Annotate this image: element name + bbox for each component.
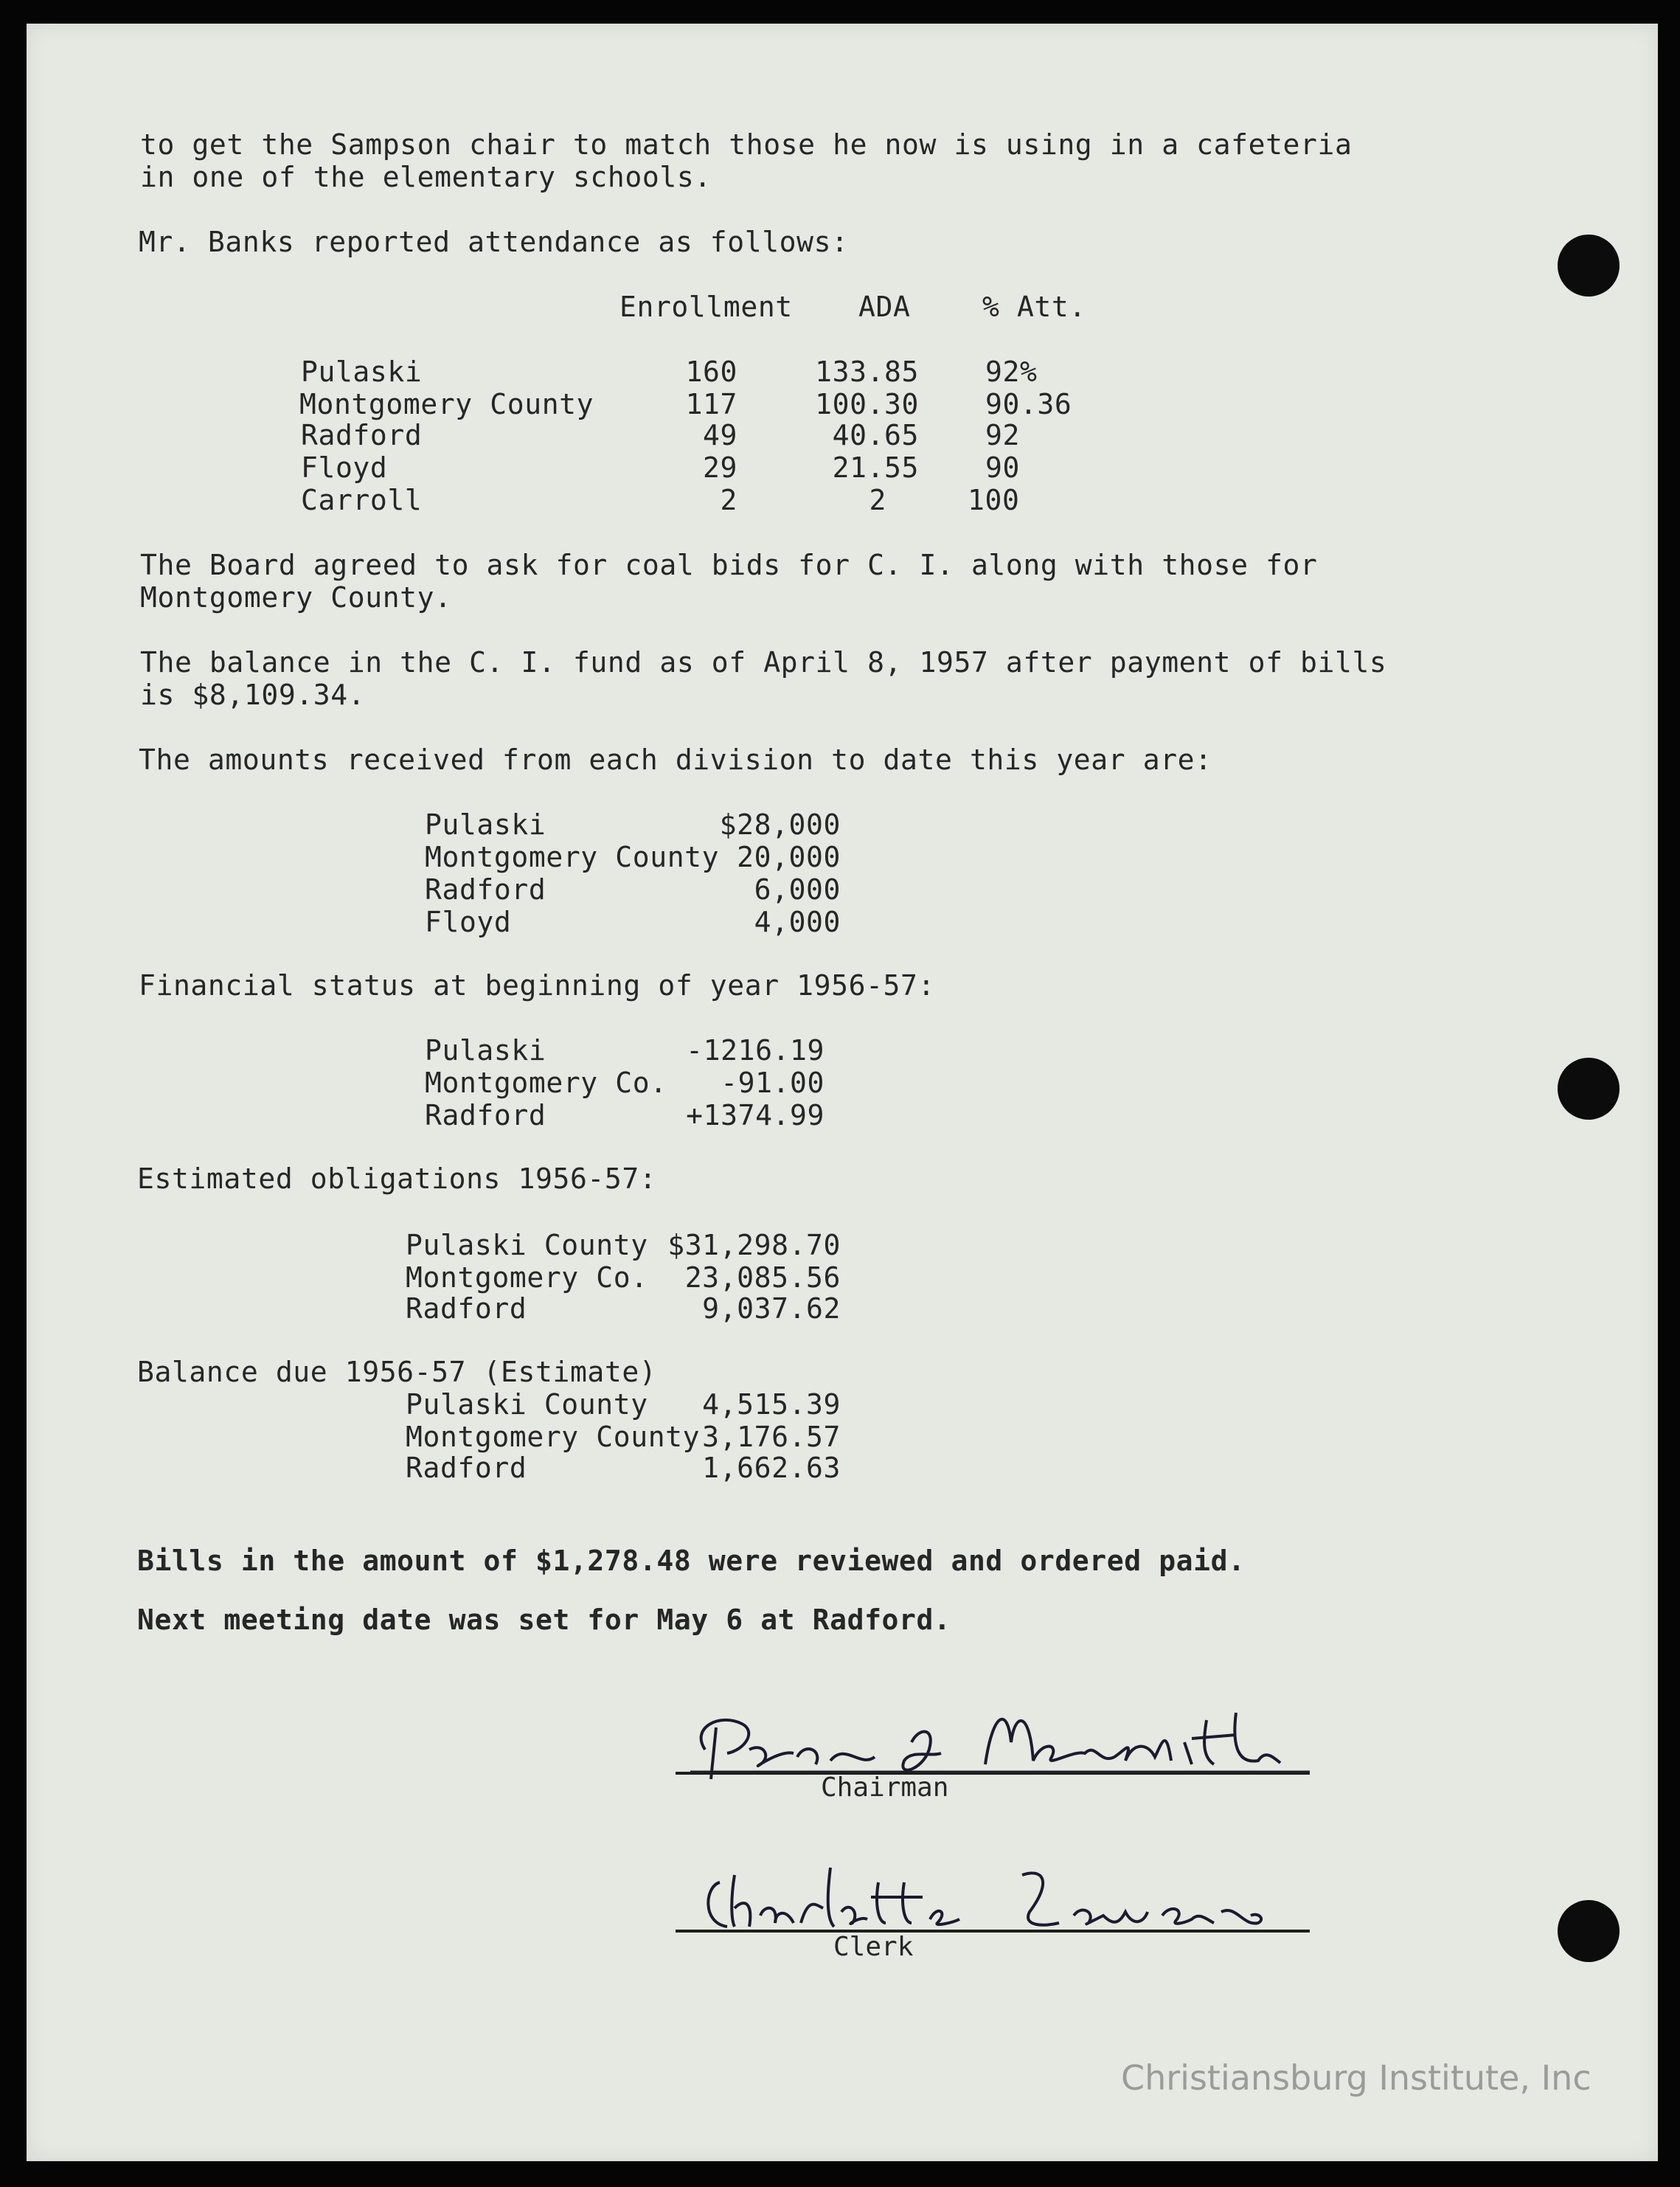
attendance-name: Floyd: [301, 451, 388, 484]
balance-due-amount: 1,662.63: [702, 1452, 841, 1484]
continuation-line-1: to get the Sampson chair to match those he now is using in a cafeteria: [140, 128, 1353, 161]
chairman-signature: [676, 1698, 1325, 1794]
obligations-name: Montgomery Co.: [406, 1261, 648, 1294]
financial-intro: Financial status at beginning of year 1956-57:: [139, 969, 935, 1002]
attendance-enrollment: 29: [703, 451, 737, 484]
attendance-ada: 100.30: [815, 388, 919, 420]
attendance-name: Montgomery County: [299, 388, 594, 420]
balance-due-amount: 4,515.39: [702, 1388, 841, 1421]
balance-due-name: Radford: [406, 1452, 527, 1484]
financial-name: Pulaski: [425, 1034, 546, 1067]
attendance-att: 92%: [985, 356, 1038, 388]
received-intro: The amounts received from each division to date this year are:: [139, 744, 1212, 776]
binder-hole-middle: [1558, 1058, 1620, 1120]
attendance-att: 90.36: [985, 388, 1072, 420]
received-amount: 4,000: [754, 906, 841, 938]
binder-hole-bottom: [1558, 1900, 1620, 1962]
next-meeting-paragraph: Next meeting date was set for May 6 at Radford.: [137, 1604, 951, 1636]
attendance-header-ada: ADA: [858, 291, 911, 323]
attendance-enrollment: 160: [685, 356, 737, 388]
attendance-name: Radford: [301, 419, 423, 451]
attendance-enrollment: 2: [720, 484, 737, 516]
clerk-signature: [676, 1853, 1325, 1949]
attendance-header-enrollment: Enrollment: [619, 291, 793, 323]
chairman-title: Chairman: [821, 1772, 949, 1803]
attendance-name: Carroll: [301, 484, 423, 516]
balance-line-1: The balance in the C. I. fund as of April 8, 1957 after payment of bills: [140, 646, 1387, 679]
binder-hole-top: [1558, 235, 1620, 297]
attendance-enrollment: 49: [703, 419, 737, 451]
chairman-signature-line: [676, 1772, 1310, 1775]
clerk-title: Clerk: [833, 1932, 914, 1962]
balance-due-name: Montgomery County: [406, 1421, 701, 1453]
attendance-enrollment: 117: [685, 388, 737, 420]
attendance-header-att: % Att.: [982, 291, 1086, 323]
balance-due-amount: 3,176.57: [702, 1421, 841, 1453]
received-name: Montgomery County: [425, 841, 720, 873]
attendance-ada: 21.55: [832, 451, 919, 484]
financial-amount: +1374.99: [686, 1099, 825, 1131]
financial-amount: -91.00: [721, 1067, 825, 1099]
clerk-signature-line: [676, 1930, 1310, 1933]
received-amount: 6,000: [754, 873, 841, 906]
obligations-amount: $31,298.70: [667, 1229, 841, 1261]
attendance-att: 90: [985, 451, 1020, 484]
balance-line-2: is $8,109.34.: [140, 679, 366, 711]
coal-line-2: Montgomery County.: [140, 581, 452, 614]
received-name: Radford: [425, 873, 546, 906]
obligations-amount: 9,037.62: [702, 1292, 841, 1325]
continuation-line-2: in one of the elementary schools.: [140, 161, 712, 193]
obligations-intro: Estimated obligations 1956-57:: [137, 1162, 657, 1195]
obligations-name: Radford: [406, 1292, 527, 1325]
financial-name: Montgomery Co.: [425, 1067, 667, 1099]
attendance-name: Pulaski: [301, 356, 423, 388]
balance-due-name: Pulaski County: [406, 1388, 648, 1421]
attendance-intro: Mr. Banks reported attendance as follows:: [139, 226, 849, 258]
attendance-att: 100: [968, 484, 1020, 516]
attendance-ada: 133.85: [815, 356, 919, 388]
received-name: Floyd: [425, 906, 512, 938]
received-name: Pulaski: [425, 808, 546, 841]
financial-name: Radford: [425, 1099, 546, 1131]
bills-paragraph: Bills in the amount of $1,278.48 were reviewed and ordered paid.: [137, 1545, 1246, 1577]
watermark: Christiansburg Institute, Inc: [1121, 2058, 1592, 2098]
attendance-ada: 2: [869, 484, 886, 516]
coal-line-1: The Board agreed to ask for coal bids for C. I. along with those for: [140, 549, 1318, 581]
obligations-name: Pulaski County: [406, 1229, 648, 1261]
obligations-amount: 23,085.56: [684, 1261, 841, 1294]
financial-amount: -1216.19: [686, 1034, 825, 1067]
attendance-att: 92: [985, 419, 1020, 451]
document-page: [27, 24, 1658, 2161]
received-amount: 20,000: [737, 841, 841, 873]
attendance-ada: 40.65: [832, 419, 919, 451]
balance-due-intro: Balance due 1956-57 (Estimate): [137, 1356, 657, 1388]
received-amount: $28,000: [719, 808, 841, 841]
